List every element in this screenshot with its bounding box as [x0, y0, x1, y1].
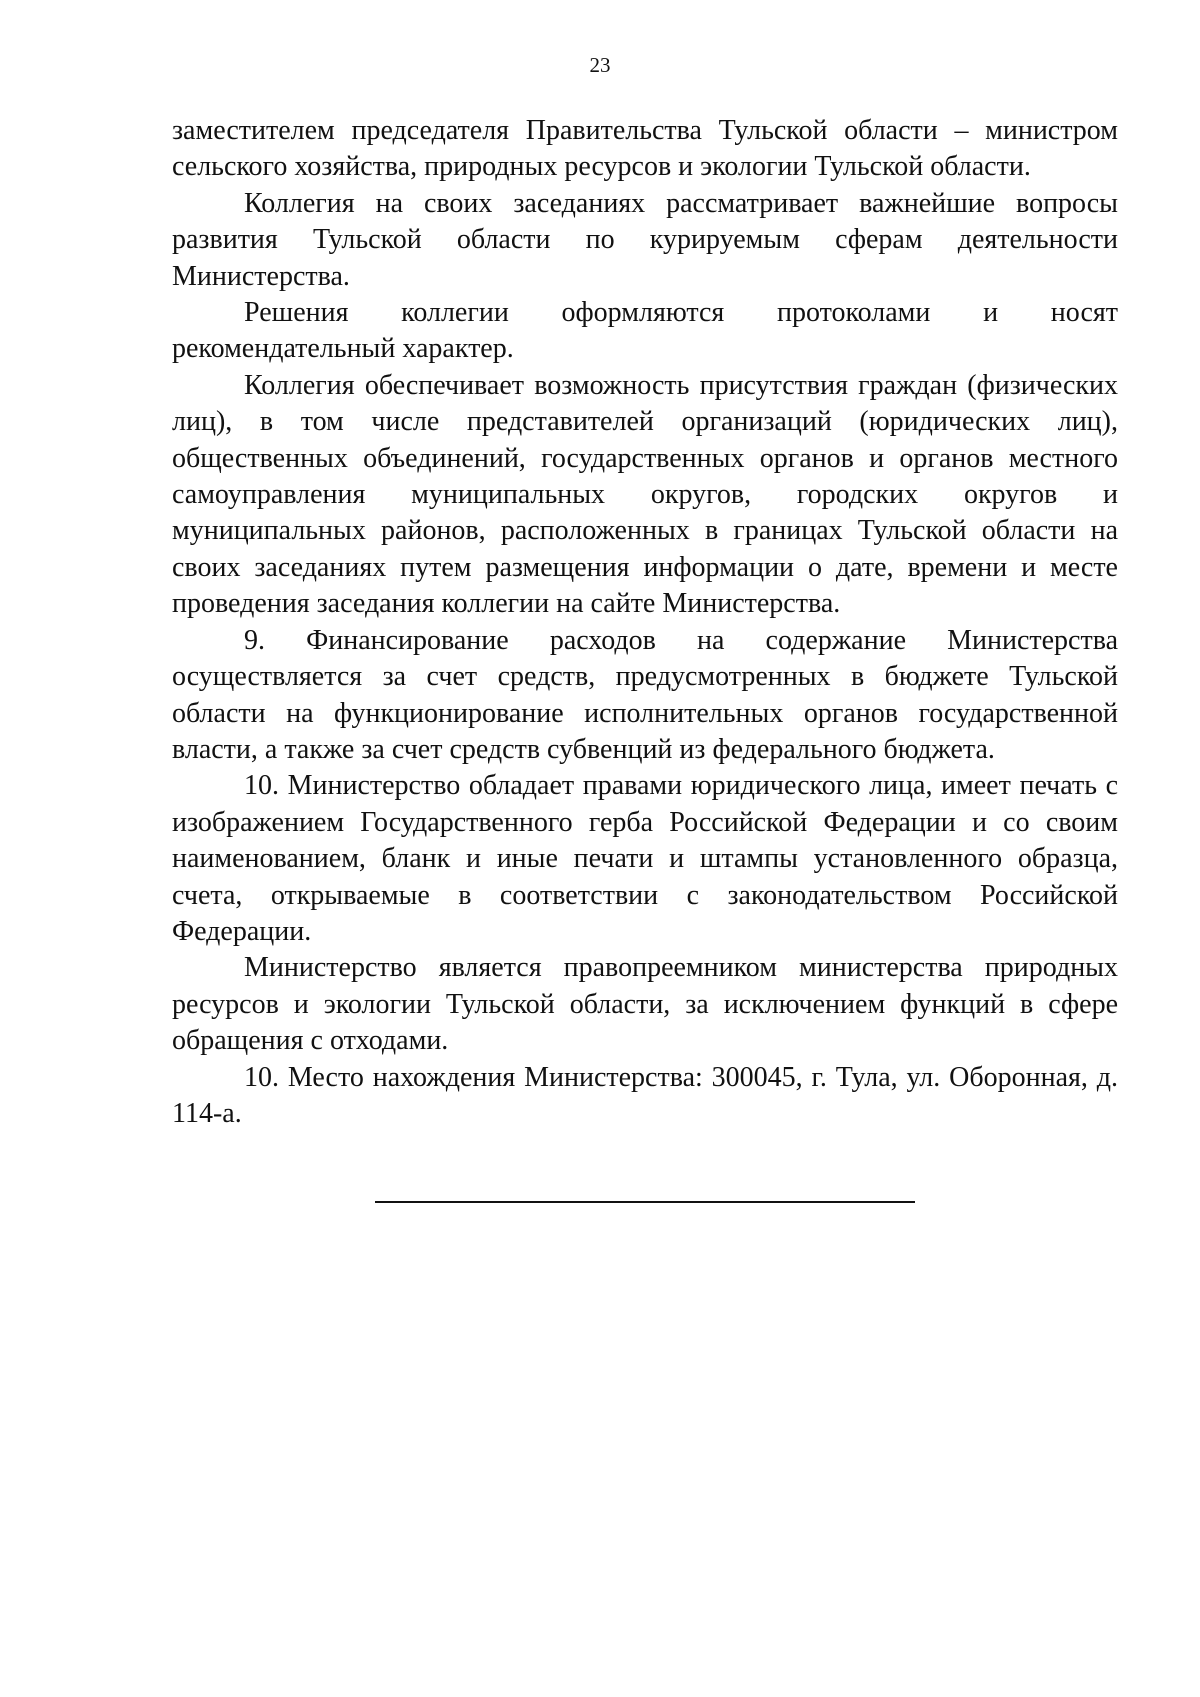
- paragraph-continuation: заместителем председателя Правительства Тульской области – министром сельского хозяйства, природных ресурсов и экологии Тульской области.: [172, 115, 1118, 183]
- document-body: [172, 113, 1118, 1132]
- paragraph-collegium-decisions: Решения коллегии оформляются протоколами и носят рекомендательный характер.: [172, 297, 1118, 365]
- paragraph-public-attendance: Коллегия обеспечивает возможность присутствия граждан (физических лиц), в том числе представителей организаций (юридических лиц), общественных объединений, государственных органов и органов местного самоуправления муниципальных округов, городских округов и муниципальных районов, расположенных в границах Тульской области на своих заседаниях путем размещения информации о дате, времени и месте проведения заседания коллегии на сайте Министерства.: [172, 369, 1118, 620]
- paragraph-collegium-meetings: Коллегия на своих заседаниях рассматривает важнейшие вопросы развития Тульской области по курируемым сферам деятельности Министерства.: [172, 187, 1118, 292]
- end-of-document-rule: [375, 1201, 915, 1203]
- paragraph-item-9-financing: 9. Финансирование расходов на содержание Министерства осуществляется за счет средств, предусмотренных в бюджете Тульской области на функционирование исполнительных органов государственной власти, а также за счет средств субвенций из федерального бюджета.: [172, 624, 1118, 765]
- page-number: 23: [589, 53, 611, 77]
- paragraph-item-10-legal-entity: 10. Министерство обладает правами юридического лица, имеет печать с изображением Государственного герба Российской Федерации и со своим наименованием, бланк и иные печати и штампы установленного образца, счета, открываемые в соответствии с законодательством Российской Федерации.: [172, 770, 1118, 947]
- paragraph-item-10-location: 10. Место нахождения Министерства: 300045, г. Тула, ул. Оборонная, д. 114-а.: [172, 1061, 1118, 1129]
- paragraph-legal-successor: Министерство является правопреемником министерства природных ресурсов и экологии Тульской области, за исключением функций в сфере обращения с отходами.: [172, 952, 1118, 1057]
